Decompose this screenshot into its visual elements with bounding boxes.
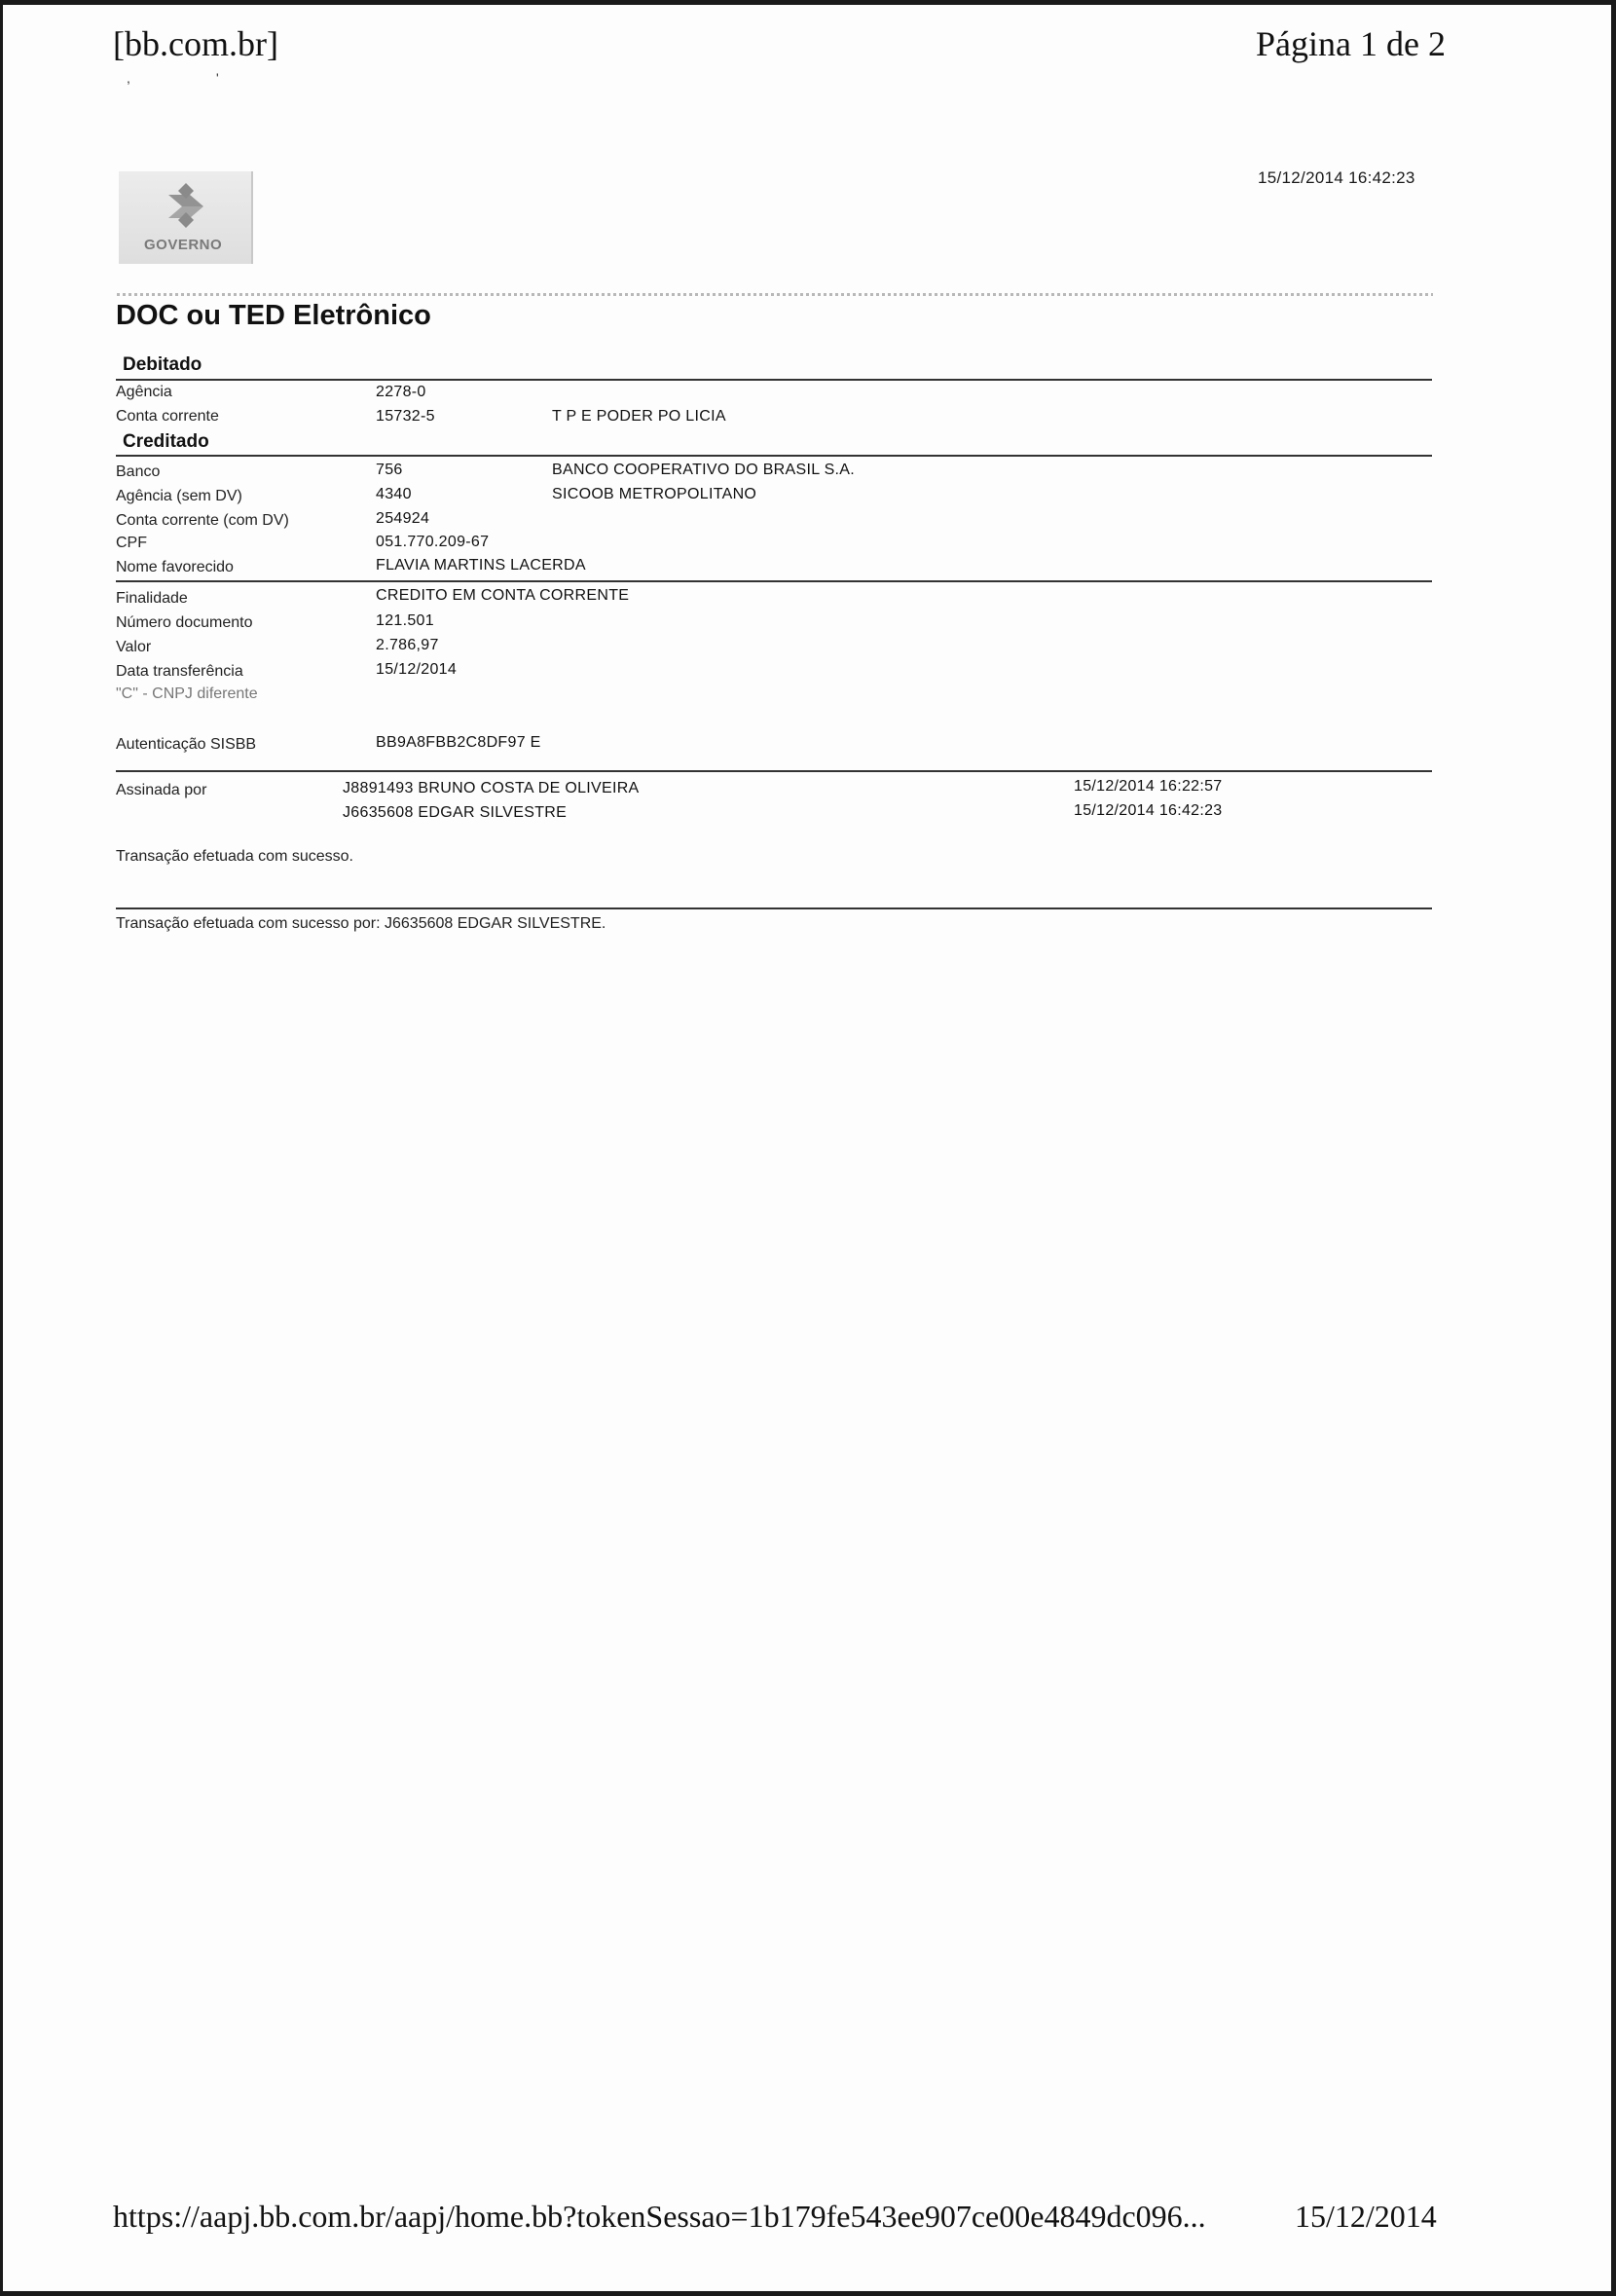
scan-mark: '	[216, 70, 219, 86]
status-message-by: Transação efetuada com sucesso por: J6635608 EDGAR SILVESTRE.	[116, 915, 606, 932]
dotted-divider	[117, 293, 1433, 296]
logo-label: GOVERNO	[144, 237, 223, 253]
scan-border-bottom	[0, 2291, 1616, 2296]
section-creditado: Creditado	[123, 431, 209, 452]
finalidade-value: CREDITO EM CONTA CORRENTE	[376, 587, 630, 604]
cnpj-note: "C" - CNPJ diferente	[116, 685, 258, 702]
debitado-conta-name: T P E PODER PO LICIA	[552, 408, 726, 425]
page-number: Página 1 de 2	[1256, 24, 1446, 63]
scan-mark: ,	[127, 70, 130, 86]
creditado-nome-label: Nome favorecido	[116, 559, 234, 575]
creditado-banco-name: BANCO COOPERATIVO DO BRASIL S.A.	[552, 462, 855, 478]
assinada-por-label: Assinada por	[116, 782, 207, 798]
page-title: DOC ou TED Eletrônico	[116, 300, 431, 331]
bank-logo	[119, 171, 253, 264]
debitado-agencia-value: 2278-0	[376, 384, 426, 400]
bank-emblem-icon	[165, 181, 207, 230]
valor-label: Valor	[116, 639, 152, 655]
signer-name: J8891493 BRUNO COSTA DE OLIVEIRA	[343, 780, 640, 796]
creditado-agencia-name: SICOOB METROPOLITANO	[552, 486, 757, 502]
creditado-cpf-label: CPF	[116, 535, 147, 551]
scan-border-right	[1611, 0, 1616, 2296]
print-timestamp: 15/12/2014 16:42:23	[1258, 168, 1415, 187]
debitado-agencia-label: Agência	[116, 384, 172, 400]
numero-documento-value: 121.501	[376, 612, 434, 629]
creditado-agencia-label: Agência (sem DV)	[116, 488, 242, 504]
data-transferencia-label: Data transferência	[116, 663, 243, 680]
creditado-cpf-value: 051.770.209-67	[376, 534, 490, 550]
footer-date: 15/12/2014	[1295, 2199, 1437, 2234]
numero-documento-label: Número documento	[116, 614, 253, 631]
finalidade-label: Finalidade	[116, 590, 188, 607]
creditado-conta-value: 254924	[376, 510, 430, 527]
section-rule	[116, 379, 1432, 381]
section-rule	[116, 770, 1432, 772]
status-message: Transação efetuada com sucesso.	[116, 848, 353, 865]
debitado-conta-value: 15732-5	[376, 408, 435, 425]
autenticacao-label: Autenticação SISBB	[116, 736, 257, 753]
section-rule	[116, 907, 1432, 909]
creditado-conta-label: Conta corrente (com DV)	[116, 512, 289, 529]
data-transferencia-value: 15/12/2014	[376, 661, 458, 678]
scan-border-top	[0, 0, 1616, 5]
creditado-agencia-value: 4340	[376, 486, 412, 502]
creditado-nome-value: FLAVIA MARTINS LACERDA	[376, 557, 586, 574]
debitado-conta-label: Conta corrente	[116, 408, 219, 425]
scan-border-left	[0, 0, 3, 2296]
signer-name: J6635608 EDGAR SILVESTRE	[343, 804, 568, 821]
creditado-banco-label: Banco	[116, 463, 161, 480]
section-rule	[116, 455, 1432, 457]
creditado-banco-value: 756	[376, 462, 403, 478]
signer-datetime: 15/12/2014 16:22:57	[1074, 778, 1223, 795]
section-rule	[116, 580, 1432, 582]
valor-value: 2.786,97	[376, 637, 439, 653]
site-header: [bb.com.br]	[113, 24, 278, 63]
section-debitado: Debitado	[123, 354, 202, 375]
signer-datetime: 15/12/2014 16:42:23	[1074, 802, 1223, 819]
autenticacao-value: BB9A8FBB2C8DF97 E	[376, 734, 541, 751]
footer-url: https://aapj.bb.com.br/aapj/home.bb?tokenSessao=1b179fe543ee907ce00e4849dc096...	[113, 2199, 1206, 2234]
